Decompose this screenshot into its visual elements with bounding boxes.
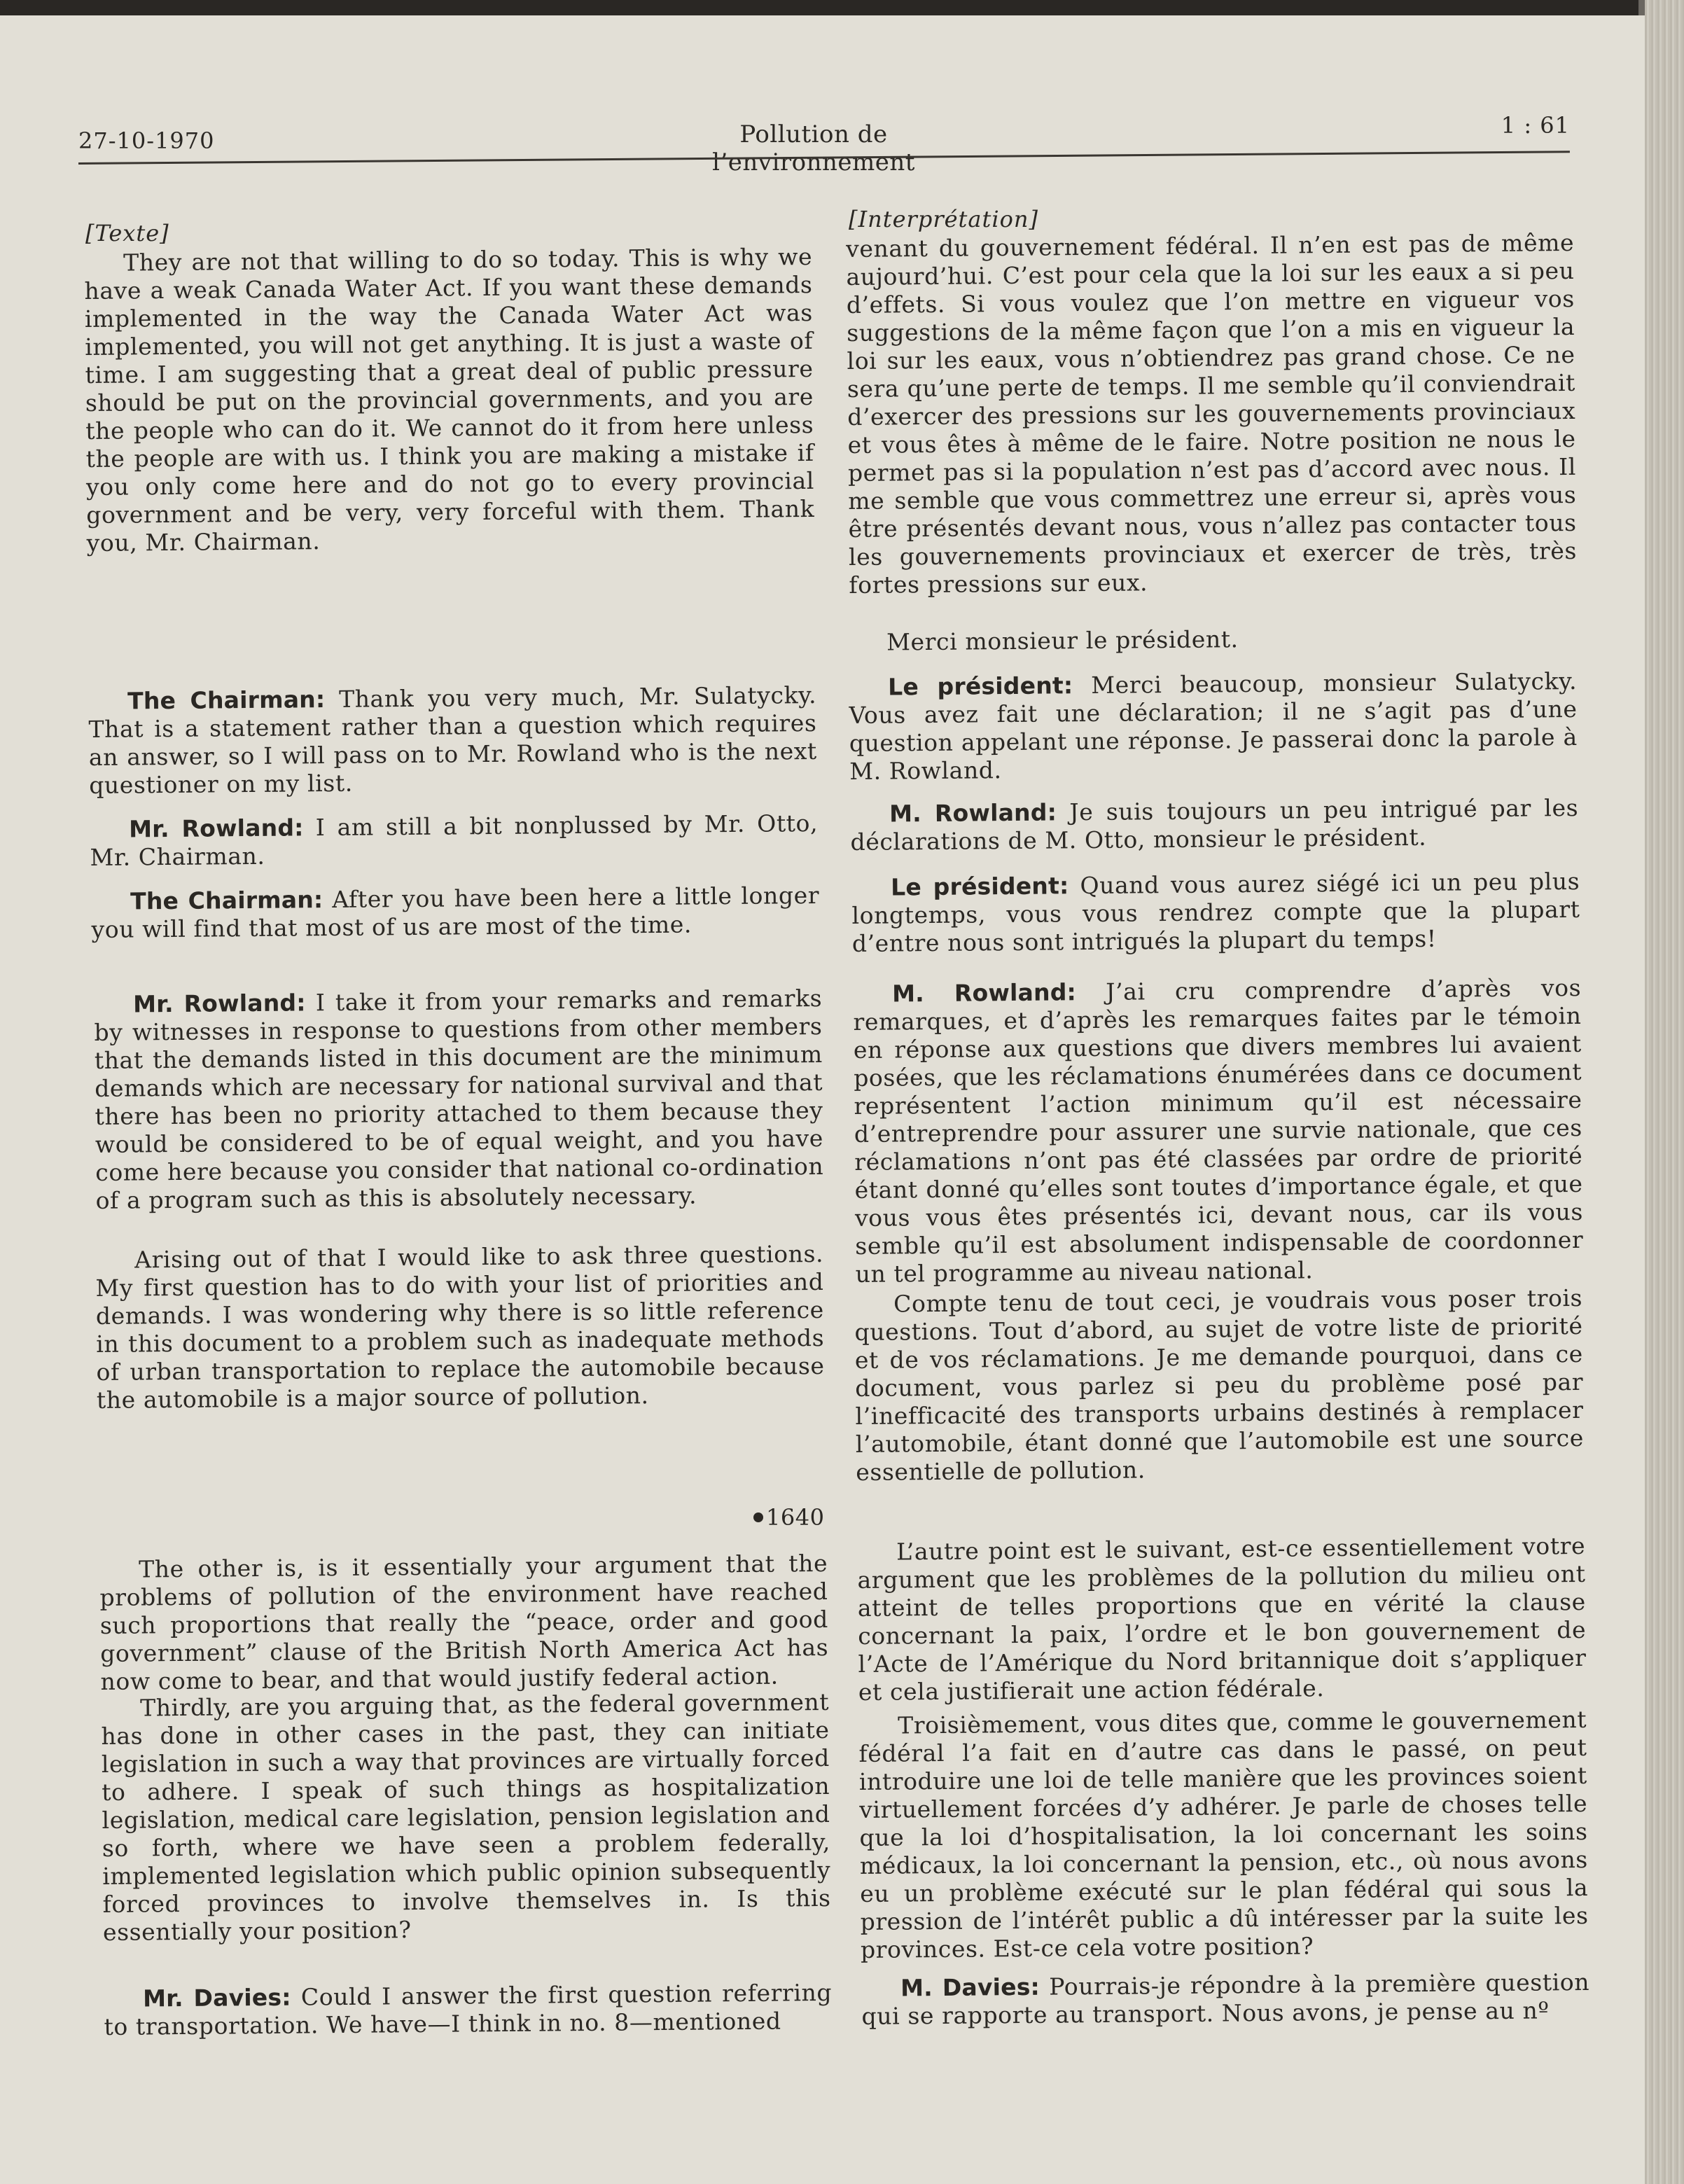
- left-paragraph-9: [104, 1979, 833, 2041]
- right-paragraph-8: Troisièmement, vous dites que, comme le gouvernement fédéral l’a fait en d’autre cas dans le passé, on peut introduire une loi de telle manière que les provinces soient virtuellement forcées d’y adhérer. Je parle de choses telle que la loi d’hospitalisation, la loi concernant les soins médicaux, la loi concernant la pension, etc., où nous avons eu un problème exécuté sur le plan fédéral qui sous la pression de l’intérêt public a dû intéresser par la suite les provinces. Est-ce cela votre position?: [858, 1705, 1589, 1963]
- left-column-label: [Texte]: [85, 220, 169, 246]
- bullet-dot: [753, 1512, 763, 1522]
- left-paragraph-8: Thirdly, are you arguing that, as the federal government has done in other cases in the past, they can initiate legislation in such a way that provinces are virtually forced to adhere. I speak of such things as hospitalization legislation, medical care legislation, pension legislation and so forth, where we have seen a problem federally, implemented legislation which public opinion subsequently forced provinces to involve themselves in. Is this essentially your position?: [101, 1688, 831, 1946]
- header-title: Pollution de l’environnement: [712, 120, 915, 176]
- speech-text: Thank you very much, Mr. Sulatycky. That is a statement rather than a question which requires an answer, so I will pass on to Mr. Rowland who is the next questioner on my list.: [88, 681, 817, 799]
- right-paragraph-6: Compte tenu de tout ceci, je voudrais vous poser trois questions. Tout d’abord, au sujet de votre liste de priorité et de vos réclamations. Je me demande pourquoi, dans ce document, vous parlez si peu du problème posé par l’inefficacité des transports urbains destinés à remplacer l’automobile, étant donné que l’automobile est une source essentielle de pollution.: [854, 1284, 1585, 1486]
- running-header: [78, 112, 1570, 176]
- speech-text: I am still a bit nonplussed by Mr. Otto, Mr. Chairman.: [90, 809, 819, 871]
- speaker-name: Mr. Rowland:: [128, 814, 304, 843]
- header-date: 27-10-1970: [78, 127, 215, 154]
- speech-text: Je suis toujours un peu intrigué par les déclarations de M. Otto, monsieur le président.: [850, 793, 1579, 856]
- right-paragraph-9: [861, 1968, 1590, 2031]
- left-paragraph-3: [90, 809, 819, 872]
- right-paragraph-3: [850, 794, 1579, 856]
- right-column-label: [Interprétation]: [849, 206, 1038, 232]
- right-paragraph-1b: Merci monsieur le président.: [886, 625, 1239, 656]
- right-paragraph-5: [853, 974, 1584, 1288]
- speech-text: After you have been here a little longer you will find that most of us are most of the time.: [91, 881, 820, 943]
- right-paragraph-2: [849, 667, 1578, 786]
- left-label-text: Texte: [95, 220, 160, 246]
- left-paragraph-2: [88, 681, 817, 800]
- speaker-name: Mr. Davies:: [142, 1983, 291, 2012]
- speech-text: Quand vous aurez siégé ici un peu plus longtemps, vous vous rendrez compte que la plupart d’entre nous sont intrigués la plupart du temps!: [851, 867, 1580, 957]
- left-paragraph-4: [91, 882, 820, 944]
- speech-text: Could I answer the first question referring to transportation. We have—I think in no. 8—mentioned: [104, 1978, 833, 2040]
- speaker-name: M. Rowland:: [891, 978, 1077, 1008]
- left-paragraph-7: The other is, is it essentially your argument that the problems of pollution of the environment have reached such proportions that really the “peace, order and good government” clause of the British North America Act has now come to bear, and that would justify federal action.: [99, 1549, 829, 1695]
- left-paragraph-5: [94, 985, 824, 1215]
- speech-text: I take it from your remarks and remarks by witnesses in response to questions from other members that the demands listed in this document are the minimum demands which are necessary for national survival and that there has been no priority attached to them because they would be considered to be of equal weight, and you have come here because you consider that national co-ordination of a program such as this is absolutely necessary.: [94, 984, 824, 1214]
- speaker-name: The Chairman:: [130, 886, 323, 915]
- speaker-name: Mr. Rowland:: [132, 989, 306, 1018]
- speaker-name: M. Rowland:: [889, 798, 1057, 828]
- left-paragraph-6: Arising out of that I would like to ask three questions. My first question has to do with your list of priorities and demands. I was wondering why there is so little reference in this document to a problem such as inadequate methods of urban transportation to replace the automobile because the automobile is a major source of pollution.: [95, 1239, 825, 1414]
- speech-text: Merci beaucoup, monsieur Sulatycky. Vous avez fait une déclaration; il ne s’agit pas d’une question appelant une réponse. Je passerai donc la parole à M. Rowland.: [849, 667, 1578, 785]
- right-paragraph-1: venant du gouvernement fédéral. Il n’en est pas de même aujourd’hui. C’est pour cela que la loi sur les eaux a si peu d’effets. Si vous voulez que l’on mettre en vigueur vos suggestions de la même façon que l’on a mis en vigueur la loi sur les eaux, vous n’obtiendrez pas grand chose. Ce ne sera qu’une perte de temps. Il me semble qu’il conviendrait d’exercer des pressions sur les gouvernements provinciaux et vous êtes à même de le faire. Notre position ne nous le permet pas si la population n’est pas d’accord avec nous. Il me semble que vous commettrez une erreur si, après vous être présentés devant nous, vous n’allez pas contacter tous les gouvernements provinciaux et exercer de très, très fortes pressions sur eux.: [846, 228, 1578, 599]
- right-label-text: Interprétation: [858, 206, 1029, 232]
- speaker-name: Le président:: [887, 672, 1073, 701]
- left-paragraph-1: They are not that willing to do so today. This is why we have a weak Canada Water Act. If you want these demands implemented in the way the Canada Water Act was implemented, you will not get anything. It is just a waste of time. I am suggesting that a great deal of public pressure should be put on the provincial governments, and you are the people who can do it. We cannot do it from here unless the people are with us. I think you are making a mistake if you only come here and do not go to every provincial government and be very, very forceful with them. Thank you, Mr. Chairman.: [84, 242, 815, 557]
- right-paragraph-7: L’autre point est le suivant, est-ce essentiellement votre argument que les problèmes de la pollution du milieu ont atteint de telles proportions que en vérité la clause concernant la paix, l’ordre et le bon gouvernement de l’Acte de l’Amérique du Nord britannique doit s’appliquer et cela justifierait une action fédérale.: [857, 1531, 1587, 1706]
- page-edge: [1645, 0, 1684, 2184]
- time-marker-text: 1640: [766, 1504, 825, 1531]
- speech-text: J’ai cru comprendre d’après vos remarques, et d’après les remarques faites par le témoin en réponse aux questions que divers membres lui avaient posées, que les réclamations énumérées dans ce document représentent l’action minimum qu’il est nécessaire d’entreprendre pour assurer une survie nationale, que ces réclamations n’ont pas été classées par ordre de priorité étant donné qu’elles sont toutes d’importance égale, et que vous vous êtes présentés ici, devant nous, car ils vous semble qu’il est absolument indispensable de coordonner un tel programme au niveau national.: [853, 973, 1584, 1288]
- speaker-name: The Chairman:: [127, 686, 326, 715]
- right-paragraph-4: [851, 868, 1580, 958]
- speaker-name: M. Davies:: [900, 1973, 1041, 2002]
- speech-text: Pourrais-je répondre à la première question qui se rapporte au transport. Nous avons, je pense au nº: [861, 1968, 1590, 2030]
- scan-top-border: [0, 0, 1684, 15]
- time-marker: [753, 1504, 824, 1531]
- speaker-name: Le président:: [890, 872, 1069, 901]
- header-page-number: 1 : 61: [1501, 112, 1570, 139]
